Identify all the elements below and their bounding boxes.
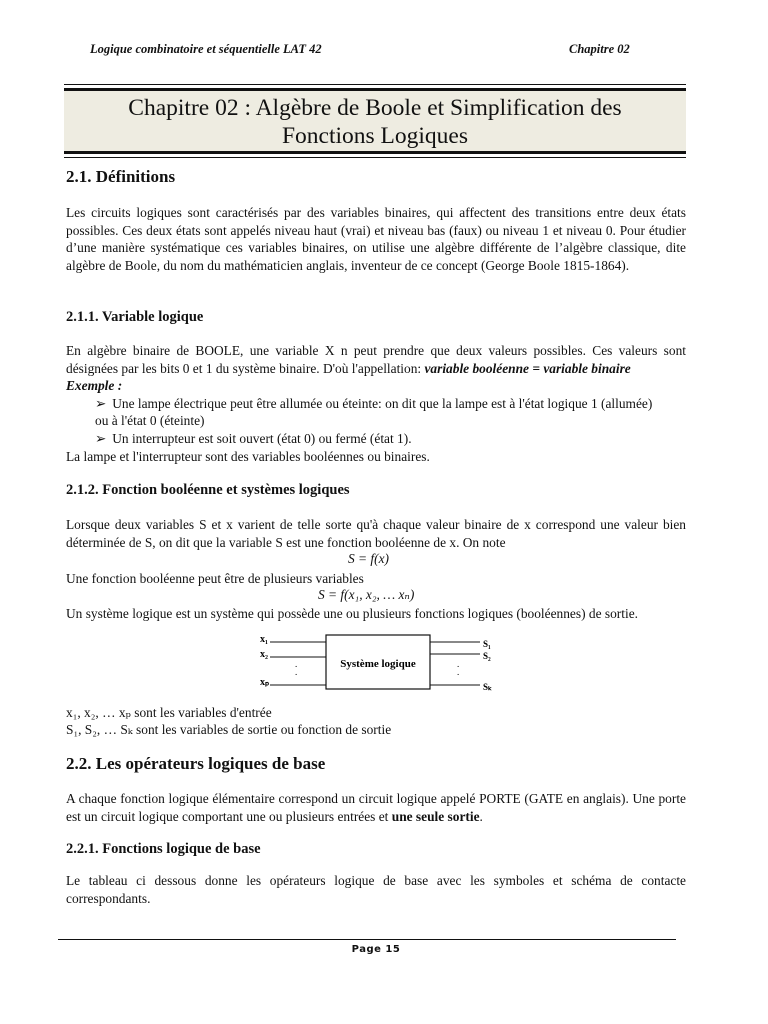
running-header-course: Logique combinatoire et séquentielle LAT 42	[90, 42, 322, 56]
input-label-1: x₁	[260, 634, 268, 645]
bullet-lamp-continued: ou à l'état 0 (éteinte)	[95, 413, 205, 428]
paragraph-definitions: Les circuits logiques sont caractérisés par des variables binaires, qui affectent des transitions entre deux états possibles. Ces deux états sont appelés niveau haut (vrai) et niveau bas (faux) ou niveau 1 et niveau 0. Pour étudier d’une manière systématique ces variables binaires, on utilise une algèbre différente de l’algèbre classique, dite algèbre de Boole, du nom du mathématicien anglais, inventeur de ce concept (George Boole 1815-1864).	[66, 205, 686, 273]
emphasis-une-seule-sortie: une seule sortie	[391, 808, 480, 824]
paragraph-operateurs-text: A chaque fonction logique élémentaire correspond un circuit logique appelé PORTE (GATE en anglais). Une porte est un circuit logique comportant une ou plusieurs entrées et	[66, 791, 686, 824]
bullet-switch	[95, 430, 412, 448]
inputs-description: x₁, x₂, … xₚ sont les variables d'entrée	[66, 705, 272, 720]
chapter-title-line2: Fonctions Logiques	[281, 123, 469, 149]
paragraph-operateurs-end: .	[479, 808, 483, 824]
paragraph-tableau: Le tableau ci dessous donne les opérateurs logique de base avec les symboles et schéma de contacte correspondants.	[66, 873, 686, 906]
chapter-title-line1: Chapitre 02 : Algèbre de Boole et Simplification des	[128, 95, 622, 121]
output-label-2: S₂	[483, 651, 491, 661]
bullet-lamp-text-a: Une lampe électrique peut être allumée ou éteinte: on dit que la lampe est à l'état logique 1 (allumée)	[112, 396, 653, 411]
bullet-switch-text: Un interrupteur est soit ouvert (état 0) ou fermé (état 1).	[112, 431, 412, 446]
running-header-chapter: Chapitre 02	[569, 42, 630, 56]
chapter-title-box	[64, 88, 686, 154]
paragraph-multi-variables: Une fonction booléenne peut être de plusieurs variables	[66, 571, 364, 586]
section-heading-2-1-2: 2.1.2. Fonction booléenne et systèmes logiques	[66, 482, 350, 498]
example-label: Exemple :	[66, 378, 123, 393]
system-box-label: Système logique	[340, 658, 416, 670]
formula-s-equals-f-x1-xn: S = f(x₁, x₂, … xₙ)	[318, 587, 415, 602]
outputs-description: S₁, S₂, … Sₖ sont les variables de sortie ou fonction de sortie	[66, 722, 392, 737]
input-dots-2: .	[295, 667, 298, 677]
formula-s-equals-f-x: S = f(x)	[348, 551, 390, 566]
paragraph-variable-logique	[66, 342, 686, 377]
section-heading-2-1: 2.1. Définitions	[66, 167, 176, 186]
paragraph-operateurs	[66, 790, 686, 825]
paragraph-systeme-logique: Un système logique est un système qui possède une ou plusieurs fonctions logiques (booléennes) de sortie.	[66, 606, 638, 621]
section-heading-2-1-1: 2.1.1. Variable logique	[66, 309, 204, 325]
input-label-p: xₚ	[260, 677, 270, 688]
output-label-k: Sₖ	[483, 682, 492, 692]
paragraph-lamp-conclusion: La lampe et l'interrupteur sont des variables booléennes ou binaires.	[66, 449, 430, 464]
output-label-1: S₁	[483, 639, 491, 649]
output-dots-1: .	[457, 659, 460, 669]
system-logic-diagram	[250, 628, 510, 698]
input-label-2: x₂	[260, 649, 268, 660]
page-number: Page 15	[351, 944, 401, 955]
input-dots-1: .	[295, 659, 298, 669]
arrow-bullet-icon: ➢	[95, 431, 107, 446]
bullet-lamp	[95, 395, 695, 413]
footer-rule	[58, 939, 676, 940]
section-heading-2-2-1: 2.2.1. Fonctions logique de base	[66, 841, 261, 857]
paragraph-fonction-booleenne: Lorsque deux variables S et x varient de telle sorte qu'à chaque valeur binaire de x correspond une valeur bien déterminée de S, on dit que la variable S est une fonction booléenne de x. On note	[66, 517, 686, 550]
arrow-bullet-icon: ➢	[95, 396, 107, 411]
output-dots-2: .	[457, 667, 460, 677]
paragraph-variable-logique-text: En algèbre binaire de BOOLE, une variable X n peut prendre que deux valeurs possibles. Ces valeurs sont désignées par les bits 0 et 1 du système binaire. D'où l'appellation:	[66, 343, 686, 376]
emphasis-variable-booleenne: variable booléenne = variable binaire	[424, 360, 631, 376]
section-heading-2-2: 2.2. Les opérateurs logiques de base	[66, 754, 326, 773]
